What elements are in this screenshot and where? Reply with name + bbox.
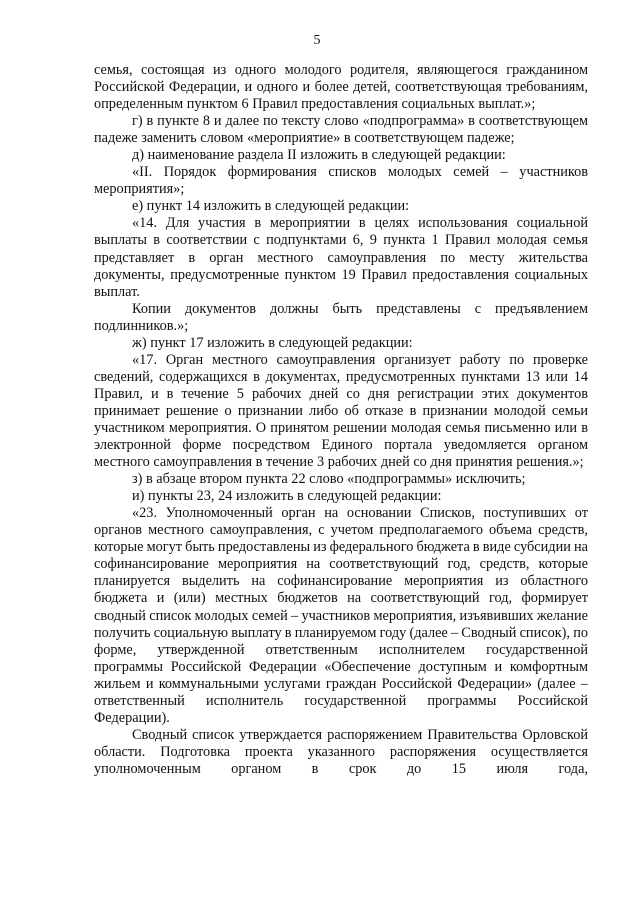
paragraph-item-e: е) пункт 14 изложить в следующей редакции: xyxy=(132,198,410,215)
paragraph-item-d: д) наименование раздела II изложить в следующей редакции: xyxy=(132,147,506,164)
paragraph-copies: Копии документов должны быть представлены с предъявлением подлинников.»; xyxy=(94,300,588,334)
paragraph-item-i: и) пункты 23, 24 изложить в следующей редакции: xyxy=(132,488,442,505)
paragraph-family-definition-end: семья, состоящая из одного молодого родителя, являющегося гражданином Российской Федерации, и одного и более детей, соответствующая требованиям, определенным пунктом 6 Правил предоставления социальных выплат.»; xyxy=(94,62,588,113)
paragraph-summary-list: Сводный список утверждается распоряжением Правительства Орловской области. Подготовка проекта указанного распоряжения осуществляется уполномоченным органом в срок до 15 июля года, xyxy=(94,726,588,777)
document-body xyxy=(94,62,588,778)
paragraph-item-zh: ж) пункт 17 изложить в следующей редакции: xyxy=(132,334,413,351)
paragraph-point-23: «23. Уполномоченный орган на основании Списков, поступивших от органов местного самоуправления, с учетом предполагаемого объема средств, которые могут быть предоставлены из федерального бюджета в виде субсидии на софинансирование мероприятия на соответствующий год, средств, которые планируется выделить на софинансирование мероприятия из областного бюджета и (или) местных бюджетов на соответствующий год, формирует сводный список молодых семей – участников мероприятия, изъявивших желание получить социальную выплату в планируемом году (далее – Сводный список), по форме, утвержденной ответственным исполнителем государственной программы Российской Федерации «Обеспечение доступным и комфортным жильем и коммунальными услугами граждан Российской Федерации» (далее – ответственный исполнитель государственной программы Российской Федерации). xyxy=(94,505,588,726)
page-number: 5 xyxy=(313,33,321,48)
paragraph-item-z: з) в абзаце втором пункта 22 слово «подпрограммы» исключить; xyxy=(132,471,526,488)
paragraph-item-g: г) в пункте 8 и далее по тексту слово «подпрограмма» в соответствующем падеже заменить словом «мероприятие» в соответствующем падеже; xyxy=(94,113,588,147)
paragraph-point-17: «17. Орган местного самоуправления организует работу по проверке сведений, содержащихся в документах, предусмотренных пунктами 13 или 14 Правил, и в течение 5 рабочих дней со дня регистрации этих документов принимает решение о признании либо об отказе в признании молодой семьи участником мероприятия. О принятом решении молодая семья письменно или в электронной форме посредством Единого портала уведомляется органом местного самоуправления в течение 3 рабочих дней со дня принятия решения.»; xyxy=(94,351,588,471)
paragraph-point-14: «14. Для участия в мероприятии в целях использования социальной выплаты в соответствии с подпунктами 6, 9 пункта 1 Правил молодая семья представляет в орган местного самоуправления по месту жительства документы, предусмотренные пунктом 19 Правил предоставления социальных выплат. xyxy=(94,215,588,300)
paragraph-section-ii-title: «II. Порядок формирования списков молодых семей – участников мероприятия»; xyxy=(94,164,588,198)
